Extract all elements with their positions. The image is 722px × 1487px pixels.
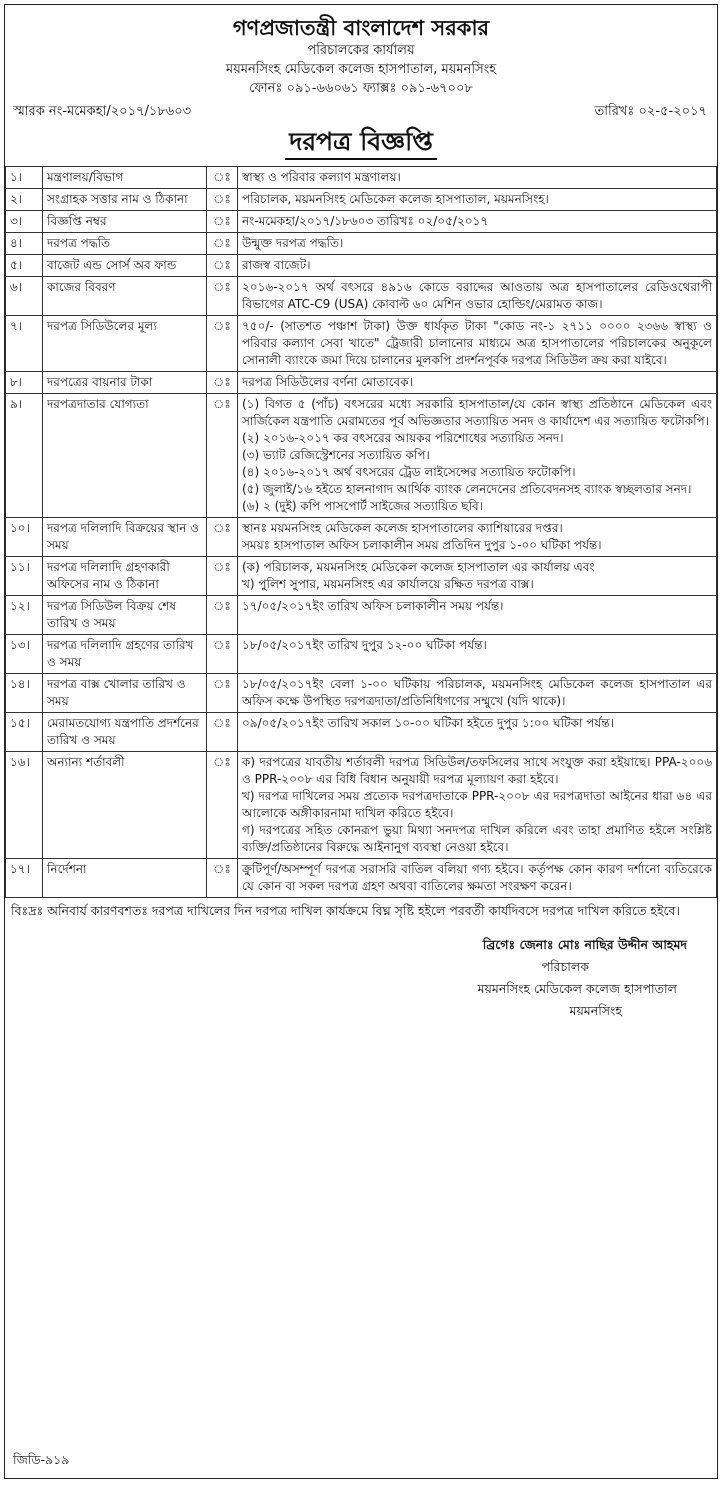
row-label: কাজের বিবরণ bbox=[43, 277, 207, 316]
row-value bbox=[238, 674, 717, 713]
row-colon: ঃ bbox=[207, 752, 238, 859]
row-serial: ৭। bbox=[6, 316, 43, 372]
row-value bbox=[238, 211, 717, 233]
row-colon: ঃ bbox=[207, 394, 238, 518]
row-serial: ৯। bbox=[6, 394, 43, 518]
row-label: নির্দেশনা bbox=[43, 859, 207, 898]
row-serial: ১৬। bbox=[6, 752, 43, 859]
row-label: মন্ত্রণালয়/বিভাগ bbox=[43, 167, 207, 189]
row-value-line: (৩) ভ্যাট রেজিস্ট্রেশনের সত্যায়িত কপি। bbox=[242, 448, 430, 462]
row-colon: ঃ bbox=[207, 211, 238, 233]
row-value-line: পরিচালক, ময়মনসিংহ মেডিকেল কলেজ হাসপাতাল, ময়মনসিংহ। bbox=[242, 192, 549, 206]
footnote: বিঃদ্রঃ অনিবার্য কারণবশতঃ দরপত্র দাখিলের দিন দরপত্র দাখিল কার্যক্রমে বিঘ্ন সৃষ্টি হইলে পরবর্তী কার্যদিবসে দরপত্র দাখিল করিতে হইবে। bbox=[11, 903, 680, 918]
row-colon: ঃ bbox=[207, 255, 238, 277]
row-serial: ১। bbox=[6, 167, 43, 189]
row-label: দরপত্র দলিলাদি বিক্রয়ের স্থান ও সময় bbox=[43, 518, 207, 557]
row-colon: ঃ bbox=[207, 277, 238, 316]
row-colon: ঃ bbox=[207, 557, 238, 596]
signatory-city: ময়মনসিংহ bbox=[569, 1003, 622, 1018]
memo-row bbox=[5, 100, 717, 122]
row-value bbox=[238, 167, 717, 189]
row-colon: ঃ bbox=[207, 233, 238, 255]
row-value bbox=[238, 255, 717, 277]
row-serial: ৬। bbox=[6, 277, 43, 316]
table-row bbox=[6, 233, 717, 255]
row-colon: ঃ bbox=[207, 189, 238, 211]
row-value-line: দরপত্র সিডিউলের বর্ণনা মোতাবেক। bbox=[242, 375, 413, 389]
row-serial: ২। bbox=[6, 189, 43, 211]
title-wrap bbox=[5, 126, 717, 164]
row-value-line: (৪) ২০১৬-২০১৭ অর্থ বৎসরের ট্রেড লাইসেন্সের সত্যায়িত ফটোকপি। bbox=[242, 465, 576, 479]
row-serial: ১১। bbox=[6, 557, 43, 596]
row-serial: ৩। bbox=[6, 211, 43, 233]
signatory-office: ময়মনসিংহ মেডিকেল কলেজ হাসপাতাল bbox=[477, 981, 677, 996]
row-label: দরপত্র সিডিউল বিক্রয় শেষ তারিখ ও সময় bbox=[43, 596, 207, 635]
row-serial: ১২। bbox=[6, 596, 43, 635]
row-serial: ৪। bbox=[6, 233, 43, 255]
row-serial: ১০। bbox=[6, 518, 43, 557]
row-value-line: সময়ঃ হাসপাতাল অফিস চলাকালীন সময় প্রতিদিন দুপুর ১-০০ ঘটিকা পর্যন্ত। bbox=[242, 538, 602, 552]
row-label: দরপত্রদাতার যোগ্যতা bbox=[43, 394, 207, 518]
row-serial: ১৪। bbox=[6, 674, 43, 713]
row-colon: ঃ bbox=[207, 518, 238, 557]
row-value-line: খ) পুলিশ সুপার, ময়মনসিংহ এর কার্যালয়ে রক্ষিত দরপত্র বাক্স। bbox=[242, 577, 534, 591]
row-value-line: ১৭/০৫/২০১৭ইং তারিখ অফিস চলাকালীন সময় পর্যন্ত। bbox=[242, 599, 504, 613]
contact-info: ফোনঃ ০৯১-৬৬০৬১ ফ্যাক্সঃ ০৯১-৬৭০০৮ bbox=[249, 81, 473, 96]
row-colon: ঃ bbox=[207, 596, 238, 635]
row-value bbox=[238, 316, 717, 372]
signatory-name: ব্রিগেঃ জেনাঃ মোঃ নাছির উদ্দীন আহমদ bbox=[482, 937, 687, 952]
signatory-title: পরিচালক bbox=[541, 959, 589, 974]
row-label: দরপত্র দলিলাদি গ্রহণকারী অফিসের নাম ও ঠিকানা bbox=[43, 557, 207, 596]
row-value-line: স্বাস্থ্য ও পরিবার কল্যাণ মন্ত্রণালয়। bbox=[242, 170, 401, 184]
row-value-line: (৫) জুলাই/১৬ হইতে হালনাগাদ আর্থিক ব্যাংক লেনদেনের প্রতিবেদনসহ ব্যাংক স্বচ্ছলতার সনদ। bbox=[242, 482, 692, 496]
row-value-line: (৬) ২ (দুই) কপি পাসপোর্ট সাইজের সত্যায়িত ছবি। bbox=[242, 499, 483, 513]
row-label: বিজ্ঞপ্তি নম্বর bbox=[43, 211, 207, 233]
row-label: মেরামতযোগ্য যন্ত্রপাতি প্রদর্শনের তারিখ ও সময় bbox=[43, 713, 207, 752]
tender-notice-page bbox=[4, 4, 718, 1479]
row-value bbox=[238, 233, 717, 255]
memo-number: স্মারক নং-মমেকহা/২০১৭/১৮৬০৩ bbox=[13, 104, 192, 119]
table-row bbox=[6, 189, 717, 211]
table-row bbox=[6, 255, 717, 277]
table-row bbox=[6, 859, 717, 898]
tender-details-table bbox=[5, 166, 717, 898]
row-value-line: ক্রুটিপূর্ণ/অসম্পূর্ণ দরপত্র সরাসরি বাতিল বলিয়া গণ্য হইবে। কর্তৃপক্ষ কোন কারণ দর্শানো ব্যতিরেকে যে কোন বা সকল দরপত্র গ্রহণ অথবা বাতিলের ক্ষমতা সংরক্ষণ করেন। bbox=[242, 862, 712, 893]
row-value-line: উন্মুক্ত দরপত্র পদ্ধতি। bbox=[242, 236, 344, 250]
row-serial: ৮। bbox=[6, 372, 43, 394]
row-value-line: ১৮/০৫/২০১৭ইং বেলা ১-০০ ঘটিকায় পরিচালক, ময়মনসিংহ মেডিকেল কলেজ হাসপাতাল এর অফিস কক্ষে উপস্থিত দরপত্রদাতা/প্রতিনিধিগণের সম্মুখে (যদি থাকে)। bbox=[242, 677, 712, 708]
row-value bbox=[238, 277, 717, 316]
row-value bbox=[238, 518, 717, 557]
row-value bbox=[238, 635, 717, 674]
row-value-line: নং-মমেকহা/২০১৭/১৮৬০৩ তারিখঃ ০২/০৫/২০১৭ bbox=[242, 214, 489, 228]
row-value bbox=[238, 394, 717, 518]
row-value-line: খ) দরপত্র দাখিলের সময় প্রত্যেক দরপত্রদাতাকে PPR-২০০৮ এর দরপত্রদাতা আইনের ধারা ৬৪ এর আলোকে অঙ্গীকারনামা দাখিল করিতে হইবে। bbox=[242, 789, 712, 820]
row-value-line: ক) দরপত্রের যাবতীয় শর্তাবলী দরপত্র সিডিউল/তফসিলের সাথে সংযুক্ত করা হইয়াছে। PPA-২০০৬ ও PPR-২০০৮ এর বিধি বিধান অনুযায়ী দরপত্র মূল্যায়ণ করা হইবে। bbox=[242, 755, 712, 786]
row-value-line: ২০১৬-২০১৭ অর্থ বৎসরে ৪৯১৬ কোডে বরাদ্দের আওতায় অত্র হাসপাতালের রেডিওথেরাপী বিভাগের ATC-C9 (USA) কোবাল্ট ৬০ মেশিন ওভার হোল্ডিং/মেরামত কাজ। bbox=[242, 280, 712, 311]
row-colon: ঃ bbox=[207, 316, 238, 372]
row-value-line: (ক) পরিচালক, ময়মনসিংহ মেডিকেল কলেজ হাসপাতাল এর কার্যালয় এবং bbox=[242, 560, 595, 574]
office-name: পরিচালকের কার্যালয় bbox=[307, 43, 415, 58]
table-row bbox=[6, 316, 717, 372]
hospital-address: ময়মনসিংহ মেডিকেল কলেজ হাসপাতাল, ময়মনসিংহ bbox=[225, 62, 497, 77]
table-row bbox=[6, 674, 717, 713]
row-value-line: ১৮/০৫/২০১৭ইং তারিখ দুপুর ১২-০০ ঘটিকা পর্যন্ত। bbox=[242, 638, 487, 652]
row-value bbox=[238, 372, 717, 394]
table-row bbox=[6, 596, 717, 635]
row-label: দরপত্র দলিলাদি গ্রহণের তারিখ ও সময় bbox=[43, 635, 207, 674]
row-serial: ৫। bbox=[6, 255, 43, 277]
table-row bbox=[6, 394, 717, 518]
memo-date: তারিখঃ ০২-৫-২০১৭ bbox=[594, 104, 707, 119]
reference-code: জিডি-৯১৯ bbox=[13, 1452, 70, 1467]
table-row bbox=[6, 752, 717, 859]
signature-block bbox=[5, 934, 717, 1022]
table-row bbox=[6, 713, 717, 752]
row-value-line: গ) দরপত্রের সহিত কোনরূপ ভুয়া মিথ্যা সনদপত্র দাখিল করিলে এবং তাহা প্রমাণিত হইলে সংশ্লিষ্ট ব্যক্তি/প্রতিষ্ঠানের বিরুদ্ধে আইনানুগ ব্যবস্থা নেওয়া হইবে। bbox=[242, 823, 712, 854]
row-value bbox=[238, 557, 717, 596]
row-value bbox=[238, 596, 717, 635]
table-row bbox=[6, 635, 717, 674]
table-row bbox=[6, 372, 717, 394]
row-colon: ঃ bbox=[207, 635, 238, 674]
row-serial: ১৫। bbox=[6, 713, 43, 752]
row-value-line: (১) বিগত ৫ (পাঁচ) বৎসরের মধ্যে সরকারি হাসপাতাল/যে কোন স্বাস্থ্য প্রতিষ্ঠানে মেডিকেল এবং সার্জিকেল যন্ত্রপাতি মেরামতের পূর্ব অভিজ্ঞতার সত্যায়িত সনদ ও কার্যাদেশ এর সত্যায়িত ফটোকপি। bbox=[242, 397, 712, 428]
row-serial: ১৩। bbox=[6, 635, 43, 674]
row-value-line: রাজস্ব বাজেট। bbox=[242, 258, 311, 272]
page-title: দরপত্র বিজ্ঞপ্তি bbox=[285, 126, 437, 160]
table-row bbox=[6, 277, 717, 316]
row-value-line: ৭৫০/- (সাতশত পঞ্চাশ টাকা) উক্ত ধার্যকৃত টাকা "কোড নং-১ ২৭১১ ০০০০ ২৩৬৬ স্বাস্থ্য ও পরিবার কল্যাণ সেবা খাতে" ট্রেজারী চালানোর মাধ্যমে অত্র হাসপাতালের পরিচালকের অনুকূলে সোনালী ব্যাংকে জমা দিয়ে চালানের মূলকপি প্রদর্শনপূর্বক দরপত্র সিডিউল ক্রয় করা যাইবে। bbox=[242, 319, 712, 367]
row-value bbox=[238, 189, 717, 211]
row-label: অন্যান্য শর্তাবলী bbox=[43, 752, 207, 859]
row-value bbox=[238, 859, 717, 898]
row-label: দরপত্র বাক্স খোলার তারিখ ও সময় bbox=[43, 674, 207, 713]
table-row bbox=[6, 167, 717, 189]
row-serial: ১৭। bbox=[6, 859, 43, 898]
row-colon: ঃ bbox=[207, 167, 238, 189]
row-colon: ঃ bbox=[207, 713, 238, 752]
row-label: দরপত্রের বায়নার টাকা bbox=[43, 372, 207, 394]
row-colon: ঃ bbox=[207, 372, 238, 394]
row-label: বাজেট এন্ড সোর্স অব ফান্ড bbox=[43, 255, 207, 277]
row-colon: ঃ bbox=[207, 859, 238, 898]
letterhead bbox=[5, 15, 717, 98]
row-value-line: (২) ২০১৬-২০১৭ কর বৎসরের আয়কর পরিশোধের সত্যায়িত সনদ। bbox=[242, 431, 564, 445]
row-label: সংগ্রাহক সত্তার নাম ও ঠিকানা bbox=[43, 189, 207, 211]
row-colon: ঃ bbox=[207, 674, 238, 713]
row-label: দরপত্র পদ্ধতি bbox=[43, 233, 207, 255]
row-value-line: ০৯/০৫/২০১৭ইং তারিখ সকাল ১০-০০ ঘটিকা হইতে দুপুর ১:০০ ঘটিকা পর্যন্ত। bbox=[242, 716, 614, 730]
row-value bbox=[238, 713, 717, 752]
row-value-line: স্থানঃ ময়মনসিংহ মেডিকেল কলেজ হাসপাতালের ক্যাশিয়ারের দপ্তর। bbox=[242, 521, 563, 535]
tender-details-body bbox=[6, 167, 717, 898]
row-label: দরপত্র সিডিউলের মূল্য bbox=[43, 316, 207, 372]
row-value bbox=[238, 752, 717, 859]
table-row bbox=[6, 518, 717, 557]
table-row bbox=[6, 557, 717, 596]
table-row bbox=[6, 211, 717, 233]
government-name: গণপ্রজাতন্ত্রী বাংলাদেশ সরকার bbox=[232, 16, 490, 40]
